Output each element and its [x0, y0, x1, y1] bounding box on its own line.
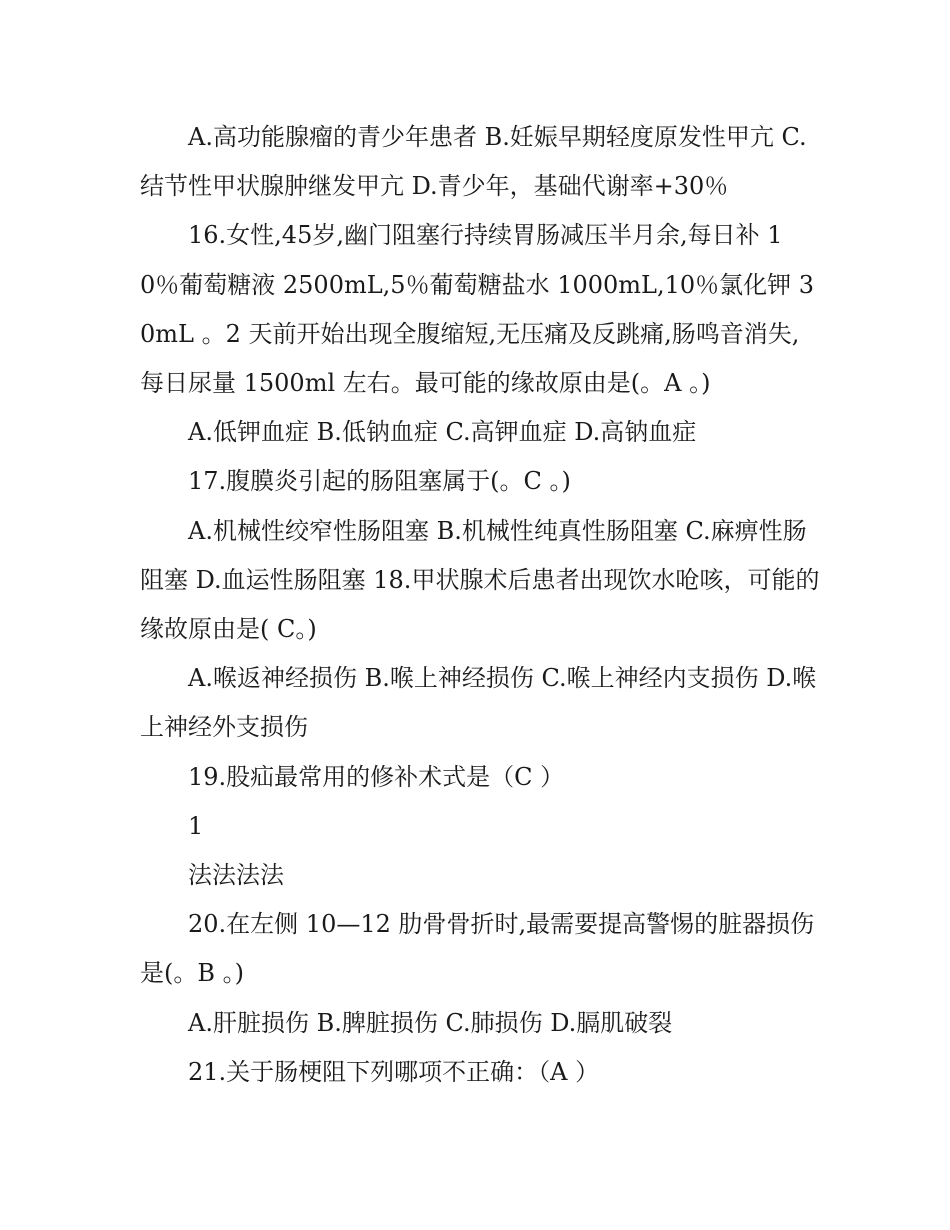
- question-21: 21.关于肠梗阻下列哪项不正确：（A ）: [188, 1057, 600, 1086]
- question-20-options: A.肝脏损伤 B.脾脏损伤 C.肺损伤 D.膈肌破裂: [188, 1008, 673, 1037]
- question-20: 20.在左侧 10—12 肋骨骨折时,最需要提高警惕的脏器损伤是(。B 。): [140, 910, 815, 988]
- question-15-options: A.高功能腺瘤的青少年患者 B.妊娠早期轻度原发性甲亢 C.结节性甲状腺肿继发甲亢 D.青少年，基础代谢率+30％: [140, 123, 807, 201]
- stray-text: 法法法法: [188, 861, 284, 890]
- question-19: 19.股疝最常用的修补术式是（C ）: [188, 762, 565, 791]
- question-17: 17.腹膜炎引起的肠阻塞属于(。C 。): [188, 467, 571, 496]
- question-16-options: A.低钾血症 B.低钠血症 C.高钾血症 D.高钠血症: [188, 418, 697, 447]
- question-18-options: A.喉返神经损伤 B.喉上神经损伤 C.喉上神经内支损伤 D.喉上神经外支损伤: [140, 664, 817, 742]
- question-16: 16.女性,45岁,幽门阻塞行持续胃肠减压半月余,每日补 10％葡萄糖液 2500mL,5％葡萄糖盐水 1000mL,10％氯化钾 30mL 。2 天前开始出现全腹缩短,无压痛及反跳痛,肠鸣音消失,每日尿量 1500ml 左右。最可能的缘故原由是(。A 。): [140, 221, 815, 398]
- document-body: [140, 113, 820, 1097]
- page-number: 1: [188, 811, 204, 840]
- question-17-options-and-question-18: A.机械性绞窄性肠阻塞 B.机械性纯真性肠阻塞 C.麻痹性肠阻塞 D.血运性肠阻塞 18.甲状腺术后患者出现饮水呛咳，可能的缘故原由是( C。): [140, 516, 820, 644]
